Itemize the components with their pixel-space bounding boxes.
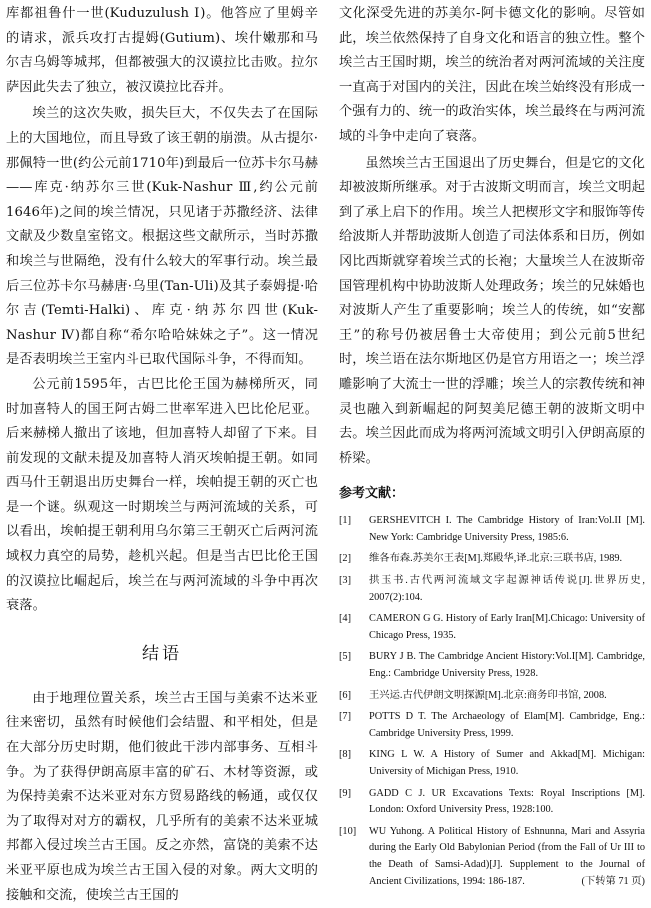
- reference-number: [9]: [339, 787, 352, 799]
- right-column: [339, 2, 645, 895]
- reference-item: [339, 709, 645, 742]
- reference-number: [5]: [339, 651, 352, 663]
- paragraph: 库都祖鲁什一世(Kuduzulush Ⅰ)。他答应了里姆辛的请求，派兵攻打古提姆(Gutium)、埃什嫩那和马尔吉乌姆等城邦，但都被强大的汉谟拉比击败。拉尔萨因此失去了独立，被汉谟拉比吞并。: [6, 6, 318, 95]
- reference-number: [1]: [339, 515, 352, 527]
- reference-text: WU Yuhong. A Political History of Eshnunna, Mari and Assyria during the Early Old Babylonian Period (from the Fall of Ur III to the Death of Samsi-Adad)[J]. Supplement to the Journal of Ancient Civilizations, 1994: 186-187.: [369, 825, 645, 887]
- reference-number: [10]: [339, 825, 357, 837]
- reference-number: [8]: [339, 749, 352, 761]
- reference-item: [339, 573, 645, 606]
- paragraph: 虽然埃兰古王国退出了历史舞台，但是它的文化却被波斯所继承。对于古波斯文明而言，埃兰文明起到了承上启下的作用。埃兰人把楔形文字和服饰等传给波斯人并帮助波斯人创造了司法体系和日历，例如冈比西斯就穿着埃兰式的长袍；大量埃兰人在波斯帝国管理机构中协助波斯人处理政务；埃兰的兄妹婚也对波斯人产生了重要影响；埃兰人的传统，如“安鄯王”的称号仍被居鲁士大帝使用；到公元前5世纪时，埃兰语在法尔斯地区仍是官方用语之一；埃兰浮雕影响了大流士一世的浮雕；埃兰人的宗教传统和神灵也融入到新崛起的阿契美尼德王朝的波斯文明中去。埃兰因此而成为将两河流域文明引入伊朗高原的桥梁。: [339, 155, 645, 466]
- paragraph: 埃兰的这次失败，损失巨大，不仅失去了在国际上的大国地位，而且导致了该王朝的崩溃。从古提尔·那佩特一世(约公元前1710年)到最后一位苏卡尔马赫——库克·纳苏尔三世(Kuk-Nashur Ⅲ,约公元前1646年)之间的埃兰情况，只见诸于苏撒经济、法律文献及少数皇室铭文。根据这些文献所示，当时苏撒和埃兰与世隔绝，没有什么较大的军事行动。埃兰最后三位苏卡尔马赫唐·乌里(Tan-Uli)及其子泰姆提·哈尔吉(Temti-Halki)、库克·纳苏尔四世(Kuk-Nashur Ⅳ)都自称“希尔哈哈妹妹之子”。这一情况是否表明埃兰王室内斗已取代国际斗争，不得而知。: [6, 106, 318, 368]
- section-heading-conclusion: 结语: [142, 643, 182, 664]
- reference-item: [339, 747, 645, 780]
- reference-text: CAMERON G G. History of Early Iran[M].Chicago: University of Chicago Press, 1935.: [369, 613, 645, 641]
- reference-number: [2]: [339, 553, 352, 565]
- reference-item: [339, 786, 645, 819]
- reference-text: BURY J B. The Cambridge Ancient History:Vol.I[M]. Cambridge, Eng.: Cambridge University Press, 1928.: [369, 651, 645, 680]
- reference-text: POTTS D T. The Archaeology of Elam[M]. Cambridge, Eng.: Cambridge University Press, 1999.: [369, 711, 645, 739]
- reference-text: 维各布森.苏美尔王表[M].郑殿华,译.北京:三联书店, 1989.: [369, 553, 623, 565]
- reference-item: [339, 513, 645, 546]
- reference-number: [3]: [339, 575, 352, 587]
- reference-item: [339, 611, 645, 644]
- references-heading: 参考文献：: [339, 486, 405, 502]
- reference-text: KING L W. A History of Sumer and Akkad[M]. Michigan: University of Michigan Press, 1910.: [369, 749, 645, 777]
- reference-list: [339, 513, 645, 890]
- reference-text: GADD C J. UR Excavations Texts: Royal Inscriptions [M]. London: Oxford University Press, 1928:100.: [369, 787, 645, 816]
- paragraph: 文化深受先进的苏美尔-阿卡德文化的影响。尽管如此，埃兰依然保持了自身文化和语言的独立性。整个埃兰古王国时期，埃兰的统治者对两河流域的关注度一直高于对国内的关注，因此在埃兰始终没有形成一个强有力的、统一的政治实体，埃兰最终在与两河流域的斗争中走向了衰落。: [339, 6, 645, 144]
- reference-item: [339, 649, 645, 682]
- left-column: [6, 2, 318, 908]
- reference-item: [339, 688, 645, 705]
- reference-text: 王兴运.古代伊朗文明探源[M].北京:商务印书馆, 2008.: [369, 689, 607, 701]
- reference-text: 拱玉书.古代两河流域文字起源神话传说[J].世界历史, 2007(2):104.: [369, 575, 645, 603]
- reference-number: [7]: [339, 711, 352, 723]
- reference-text: GERSHEVITCH I. The Cambridge History of Iran:Vol.II [M]. New York: Cambridge University Press, 1985:6.: [369, 515, 645, 543]
- continued-note: (下转第 71 页): [581, 875, 645, 887]
- reference-item: [339, 551, 645, 568]
- paragraph: 由于地理位置关系，埃兰古王国与美索不达米亚往来密切，虽然有时候他们会结盟、和平相处，但是在大部分历史时期，他们彼此干涉内部事务、互相斗争。为了获得伊朗高原丰富的矿石、木材等资源，或为保持美索不达米亚对东方贸易路线的畅通，或仅仅为了取得对对方的霸权，几乎所有的美索不达米亚城邦都入侵过埃兰古王国。反之亦然，富饶的美索不达米亚平原也成为埃兰古王国入侵的对象。两大文明的接触和交流，使埃兰古王国的: [6, 690, 318, 903]
- reference-number: [4]: [339, 613, 352, 625]
- reference-item: [339, 824, 645, 890]
- paragraph: 公元前1595年，古巴比伦王国为赫梯所灭，同时加喜特人的国王阿古姆二世率军进入巴比伦尼亚。后来赫梯人撤出了该地，但加喜特人却留了下来。目前发现的文献未提及加喜特人消灭埃帕提王朝。如同西马什王朝退出历史舞台一样，埃帕提王朝的灭亡也是一个谜。纵观这一时期埃兰与两河流域的关系，可以看出，埃帕提王朝利用乌尔第三王朝灭亡后两河流域权力真空的局势，趁机兴起。但是当古巴比伦王国的汉谟拉比崛起后，埃兰在与两河流域的斗争中再次衰落。: [6, 376, 318, 614]
- reference-number: [6]: [339, 689, 352, 701]
